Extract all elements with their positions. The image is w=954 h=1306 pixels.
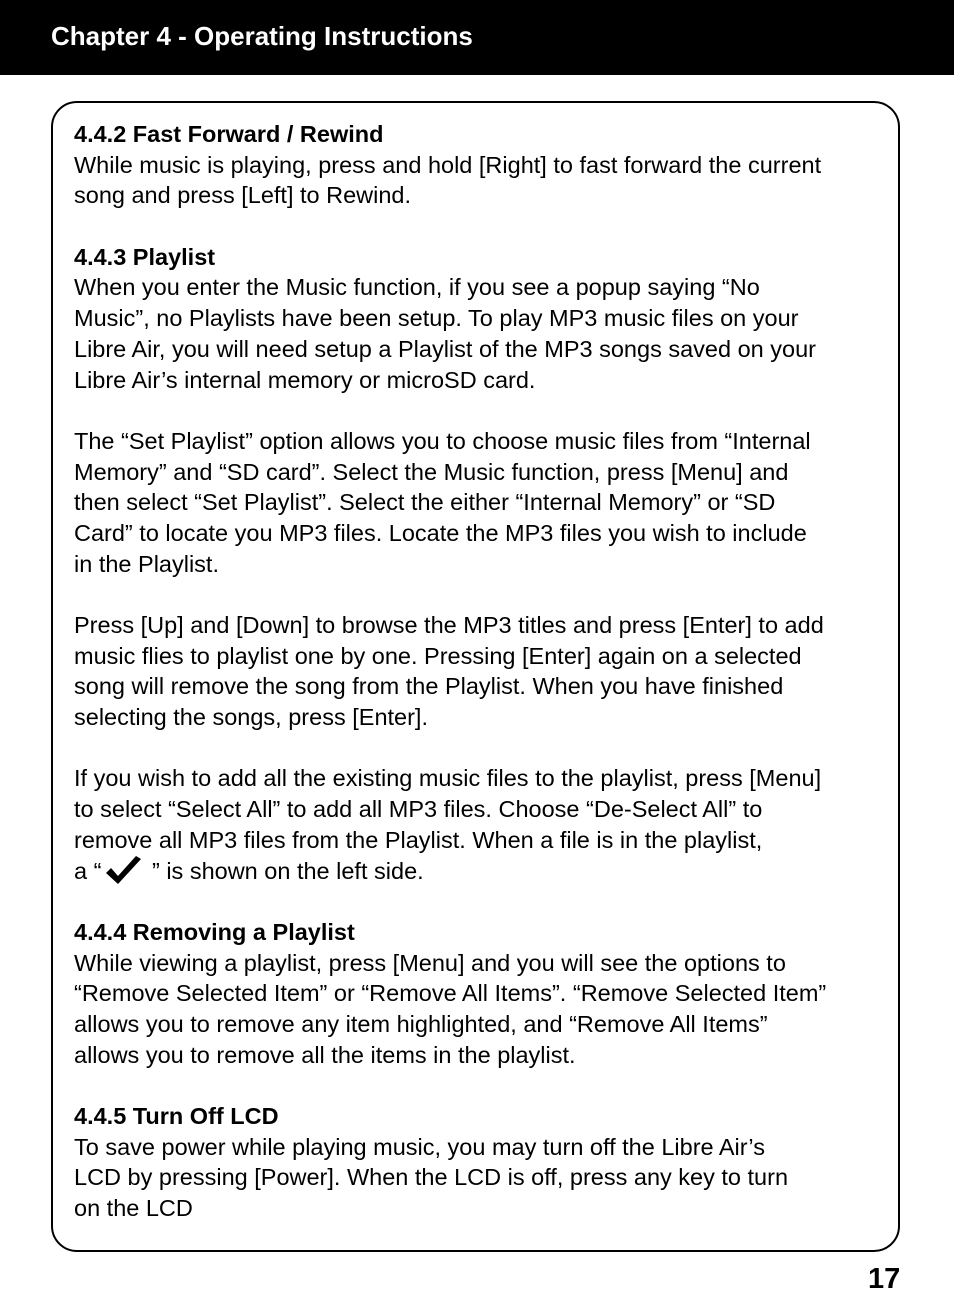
paragraph-line: Press [Up] and [Down] to browse the MP3 titles and press [Enter] to add — [74, 612, 824, 638]
paragraph-line: to select “Select All” to add all MP3 files. Choose “De-Select All” to — [74, 796, 763, 823]
paragraph-line: To save power while playing music, you may turn off the Libre Air’s — [74, 1133, 765, 1160]
paragraph-line: Music”, no Playlists have been setup. To play MP3 music files on your — [74, 305, 799, 332]
paragraph-line-checkmark — [74, 856, 884, 887]
checkmark-line-prefix: a “ — [74, 857, 102, 884]
paragraph-line: in the Playlist. — [74, 550, 219, 577]
paragraph-line: When you enter the Music function, if you see a popup saying “No — [74, 274, 760, 301]
section-heading-removing-playlist: 4.4.4 Removing a Playlist — [74, 918, 355, 945]
paragraph-line: If you wish to add all the existing music files to the playlist, press [Menu] — [74, 765, 822, 792]
chapter-title: Chapter 4 - Operating Instructions — [51, 21, 473, 51]
checkmark-icon — [101, 856, 145, 886]
paragraph-line: The “Set Playlist” option allows you to choose music files from “Internal — [74, 427, 811, 454]
page-number: 17 — [868, 1263, 901, 1295]
section-heading-fast-forward: 4.4.2 Fast Forward / Rewind — [74, 121, 384, 147]
checkmark-line-suffix: ” is shown on the left side. — [145, 857, 424, 884]
paragraph-line: While music is playing, press and hold [Right] to fast forward the current — [74, 151, 822, 178]
section-heading-playlist: 4.4.3 Playlist — [74, 243, 216, 270]
paragraph-line: LCD by pressing [Power]. When the LCD is off, press any key to turn — [74, 1164, 789, 1191]
paragraph-line: song will remove the song from the Playlist. When you have finished — [74, 673, 784, 700]
paragraph-line: Card” to locate you MP3 files. Locate the MP3 files you wish to include — [74, 519, 807, 546]
paragraph-line: allows you to remove all the items in the playlist. — [74, 1041, 576, 1068]
paragraph-line: music flies to playlist one by one. Pressing [Enter] again on a selected — [74, 642, 802, 669]
paragraph-line: on the LCD — [74, 1195, 193, 1222]
paragraph-line: selecting the songs, press [Enter]. — [74, 704, 428, 731]
header-bar — [0, 0, 954, 75]
paragraph-line: remove all MP3 files from the Playlist. When a file is in the playlist, — [74, 826, 763, 853]
paragraph-line: Libre Air’s internal memory or microSD card. — [74, 366, 536, 393]
paragraph-line: While viewing a playlist, press [Menu] and you will see the options to — [74, 949, 786, 976]
paragraph-line: allows you to remove any item highlighted, and “Remove All Items” — [74, 1010, 768, 1037]
content — [74, 119, 884, 1224]
paragraph-line: song and press [Left] to Rewind. — [74, 182, 412, 209]
paragraph-line: then select “Set Playlist”. Select the either “Internal Memory” or “SD — [74, 489, 776, 516]
paragraph-line: “Remove Selected Item” or “Remove All Items”. “Remove Selected Item” — [74, 980, 827, 1007]
paragraph-line: Memory” and “SD card”. Select the Music function, press [Menu] and — [74, 458, 789, 485]
paragraph-line: Libre Air, you will need setup a Playlist of the MP3 songs saved on your — [74, 335, 816, 362]
section-heading-turn-off-lcd: 4.4.5 Turn Off LCD — [74, 1103, 279, 1129]
